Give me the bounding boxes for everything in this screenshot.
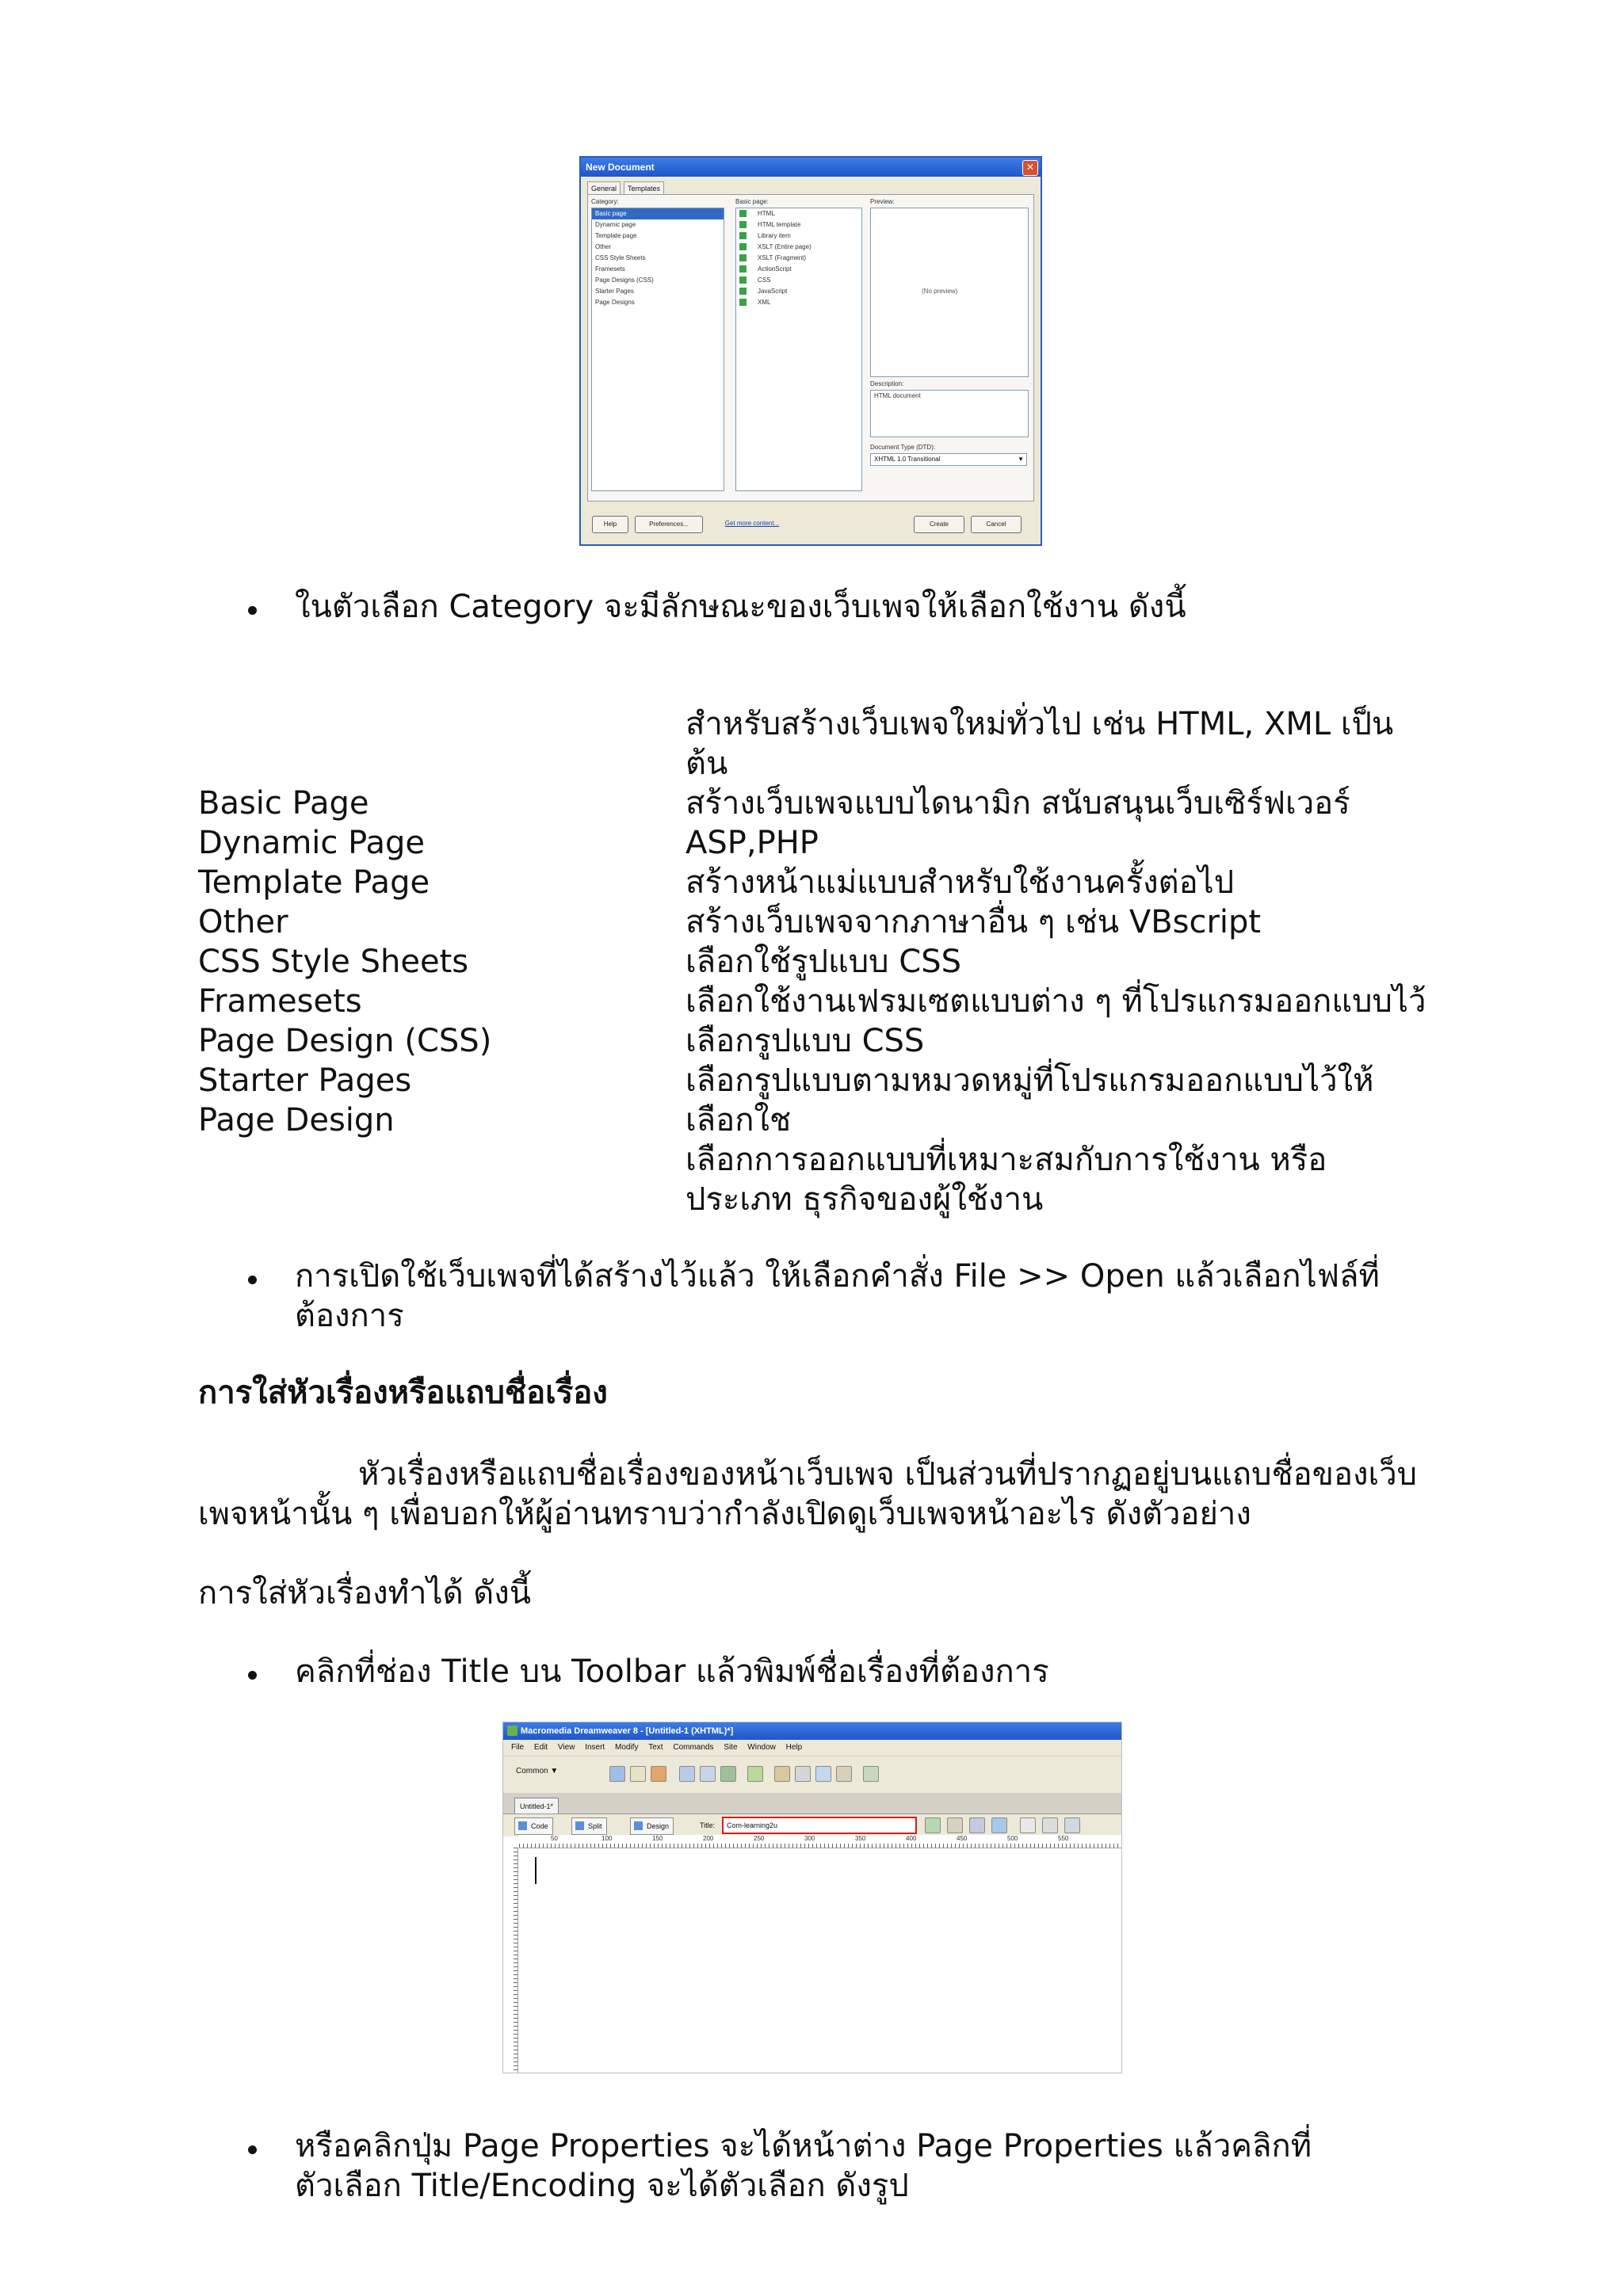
app-icon xyxy=(507,1726,517,1736)
menu-site[interactable]: Site xyxy=(724,1743,738,1752)
tag-chooser-icon[interactable] xyxy=(863,1766,879,1782)
menu-commands[interactable]: Commands xyxy=(673,1743,714,1752)
paragraph-line: หัวเรื่องหรือแถบชื่อเรื่องของหน้าเว็บเพจ เป็นส่วนที่ปรากฏอยู่บนแถบชื่อของเว็บ xyxy=(358,1456,1418,1493)
image-icon[interactable] xyxy=(747,1766,763,1782)
list-item[interactable]: Basic page xyxy=(592,208,724,219)
template-icon[interactable] xyxy=(836,1766,852,1782)
list-item[interactable] xyxy=(736,264,861,275)
menu-text[interactable]: Text xyxy=(648,1743,663,1752)
basic-page-list xyxy=(735,208,862,491)
email-link-icon[interactable] xyxy=(630,1766,646,1782)
file-icon xyxy=(739,254,747,261)
category-desc: เลือกรูปแบบ CSS xyxy=(685,1023,925,1059)
text-cursor xyxy=(535,1857,537,1884)
list-item[interactable]: Other xyxy=(595,243,612,250)
window-title: Macromedia Dreamweaver 8 - [Untitled-1 (XHTML)*] xyxy=(521,1726,734,1736)
category-desc: เลือกใช้งานเฟรมเซตแบบต่าง ๆ ที่โปรแกรมออกแบบไว้ xyxy=(685,983,1426,1020)
ruler-mark: 200 xyxy=(703,1835,714,1842)
description-box xyxy=(870,390,1029,437)
file-icon xyxy=(739,277,747,284)
hyperlink-icon[interactable] xyxy=(609,1766,625,1782)
category-name: Basic Page xyxy=(198,785,369,822)
list-item[interactable] xyxy=(736,208,861,219)
document-tabs xyxy=(503,1793,1121,1814)
doctype-label: Document Type (DTD): xyxy=(870,444,936,451)
category-desc: เลือกการออกแบบที่เหมาะสมกับการใช้งาน หรือ xyxy=(685,1142,1327,1178)
bullet-icon xyxy=(248,606,257,615)
menu-file[interactable]: File xyxy=(511,1743,525,1752)
validate-icon[interactable] xyxy=(947,1817,963,1833)
bullet-text: การเปิดใช้เว็บเพจที่ได้สร้างไว้แล้ว ให้เลือกคำสั่ง File >> Open แล้วเลือกไฟล์ที่ xyxy=(295,1258,1380,1295)
list-item-label: JavaScript xyxy=(758,288,788,295)
list-item[interactable]: CSS Style Sheets xyxy=(595,254,646,261)
visual-aids-icon[interactable] xyxy=(1064,1817,1080,1833)
menu-help[interactable]: Help xyxy=(785,1743,803,1752)
ruler-mark: 400 xyxy=(906,1835,917,1842)
doctype-value: XHTML 1.0 Transitional xyxy=(874,456,941,463)
help-button[interactable]: Help xyxy=(592,516,628,533)
category-desc: ASP,PHP xyxy=(685,825,819,861)
no-preview-text: (No preview) xyxy=(922,288,958,295)
description-value: HTML document xyxy=(874,392,921,399)
menu-bar xyxy=(503,1740,1121,1756)
list-item-label: XSLT (Fragment) xyxy=(758,254,807,261)
category-name: Page Design (CSS) xyxy=(198,1023,492,1059)
dialog-title: New Document xyxy=(581,158,1041,177)
anchor-icon[interactable] xyxy=(651,1766,666,1782)
button-label: Split xyxy=(588,1822,602,1830)
insert-bar xyxy=(503,1756,1121,1793)
category-desc-intro: ต้น xyxy=(685,746,728,782)
basic-page-label: Basic page: xyxy=(735,198,769,205)
doctype-select[interactable] xyxy=(870,453,1027,466)
title-label: Title: xyxy=(700,1821,716,1829)
category-name: Starter Pages xyxy=(198,1062,412,1099)
tab-general[interactable]: General xyxy=(587,181,621,196)
ruler-mark: 50 xyxy=(551,1835,558,1842)
list-item[interactable] xyxy=(736,242,861,253)
view-options-icon[interactable] xyxy=(1042,1817,1058,1833)
file-management-icon[interactable] xyxy=(969,1817,985,1833)
preview-pane xyxy=(870,208,1029,377)
list-item[interactable]: Template page xyxy=(595,232,637,239)
ruler-mark: 250 xyxy=(754,1835,765,1842)
ruler-mark: 550 xyxy=(1058,1835,1069,1842)
category-name: Template Page xyxy=(198,864,430,901)
file-icon xyxy=(739,232,747,239)
list-item-label: HTML template xyxy=(758,221,801,228)
preview-browser-icon[interactable] xyxy=(991,1817,1007,1833)
category-desc: สร้างหน้าแม่แบบสำหรับใช้งานครั้งต่อไป xyxy=(685,864,1235,901)
design-view-button[interactable] xyxy=(630,1817,674,1835)
button-label: Design xyxy=(647,1822,670,1830)
title-input[interactable]: Com-learning2u xyxy=(722,1817,917,1834)
ruler-mark: 500 xyxy=(1007,1835,1018,1842)
list-item[interactable]: Page Designs xyxy=(595,299,635,306)
category-desc: เลือกรูปแบบตามหมวดหมู่ที่โปรแกรมออกแบบไว้ให้ xyxy=(685,1062,1374,1099)
tab-untitled[interactable]: Untitled-1* xyxy=(514,1798,559,1814)
list-item[interactable]: Page Designs (CSS) xyxy=(595,277,654,284)
list-item[interactable] xyxy=(736,286,861,297)
category-name: Page Design xyxy=(198,1102,395,1138)
list-item-label: CSS xyxy=(758,277,771,284)
horizontal-ruler xyxy=(519,1835,1121,1848)
list-item-label: XSLT (Entire page) xyxy=(758,243,812,250)
bullet-text: ต้องการ xyxy=(295,1298,404,1334)
check-browser-icon[interactable] xyxy=(925,1817,941,1833)
paragraph-line: เพจหน้านั้น ๆ เพื่อบอกให้ผู้อ่านทราบว่ากำลังเปิดดูเว็บเพจหน้าอะไร ดังตัวอย่าง xyxy=(198,1496,1251,1532)
menu-view[interactable]: View xyxy=(557,1743,575,1752)
div-icon[interactable] xyxy=(700,1766,716,1782)
bullet-text: ในตัวเลือก Category จะมีลักษณะของเว็บเพจให้เลือกใช้งาน ดังนี้ xyxy=(295,589,1186,625)
create-button[interactable]: Create xyxy=(914,516,964,533)
bullet-text: หรือคลิกปุ่ม Page Properties จะได้หน้าต่าง Page Properties แล้วคลิกที่ xyxy=(295,2128,1312,2164)
button-label: Code xyxy=(531,1822,548,1830)
category-desc: สร้างเว็บเพจแบบไดนามิก สนับสนุนเว็บเซิร์ฟเวอร์ xyxy=(685,785,1350,822)
media-icon[interactable] xyxy=(774,1766,790,1782)
cancel-button[interactable]: Cancel xyxy=(971,516,1022,533)
layer-icon[interactable] xyxy=(720,1766,736,1782)
list-item[interactable] xyxy=(736,219,861,231)
category-desc: ประเภท ธุรกิจของผู้ใช้งาน xyxy=(685,1181,1044,1218)
menu-insert[interactable]: Insert xyxy=(585,1743,605,1752)
dreamweaver-window xyxy=(502,1722,1122,2073)
close-icon[interactable]: ✕ xyxy=(1022,160,1038,176)
list-item-label: ActionScript xyxy=(758,265,792,273)
code-icon xyxy=(518,1821,527,1830)
tab-templates[interactable]: Templates xyxy=(624,181,664,196)
menu-window[interactable]: Window xyxy=(747,1743,776,1752)
menu-edit[interactable]: Edit xyxy=(533,1743,548,1752)
bullet-icon xyxy=(248,1276,257,1284)
list-item-label: XML xyxy=(758,299,771,306)
code-view-button[interactable] xyxy=(514,1817,553,1835)
window-titlebar xyxy=(503,1722,1121,1740)
document-toolbar xyxy=(503,1814,1121,1836)
get-more-content-link[interactable]: Get more content... xyxy=(724,520,780,527)
category-name: Dynamic Page xyxy=(198,825,425,861)
category-label: Category: xyxy=(591,198,619,205)
bullet-text: คลิกที่ช่อง Title บน Toolbar แล้วพิมพ์ชื่อเรื่องที่ต้องการ xyxy=(295,1653,1049,1690)
table-icon[interactable] xyxy=(679,1766,695,1782)
dialog-panel xyxy=(587,194,1034,502)
list-item[interactable]: Framesets xyxy=(595,265,625,273)
file-icon xyxy=(739,299,747,306)
design-icon xyxy=(634,1821,643,1830)
file-icon xyxy=(739,265,747,273)
ruler-mark: 300 xyxy=(804,1835,815,1842)
preview-label: Preview: xyxy=(870,198,895,205)
bullet-icon xyxy=(248,1671,257,1680)
list-item[interactable]: Dynamic page xyxy=(595,221,636,228)
file-icon xyxy=(739,288,747,295)
file-icon xyxy=(739,243,747,250)
vertical-ruler xyxy=(503,1848,518,2073)
preferences-button[interactable]: Preferences... xyxy=(635,516,703,533)
category-desc-intro: สำหรับสร้างเว็บเพจใหม่ทั่วไป เช่น HTML, XML เป็น xyxy=(685,706,1394,742)
split-view-button[interactable] xyxy=(571,1817,607,1835)
refresh-icon[interactable] xyxy=(1020,1817,1036,1833)
new-document-dialog xyxy=(579,156,1042,546)
category-desc: เลือกใช้รูปแบบ CSS xyxy=(685,944,961,980)
list-item[interactable] xyxy=(736,275,861,286)
list-item[interactable]: Starter Pages xyxy=(595,288,634,295)
list-item-label: Library item xyxy=(758,232,791,239)
split-icon xyxy=(575,1821,584,1830)
file-icon xyxy=(739,210,747,217)
category-name: Framesets xyxy=(198,983,362,1020)
ruler-mark: 350 xyxy=(855,1835,866,1842)
ruler-mark: 450 xyxy=(957,1835,968,1842)
bullet-icon xyxy=(248,2145,257,2154)
category-name: CSS Style Sheets xyxy=(198,944,469,980)
list-item[interactable] xyxy=(736,253,861,264)
category-desc: สร้างเว็บเพจจากภาษาอื่น ๆ เช่น VBscript xyxy=(685,904,1262,940)
ruler-mark: 100 xyxy=(601,1835,613,1842)
howto-line: การใส่หัวเรื่องทำได้ ดังนี้ xyxy=(198,1575,532,1611)
list-item[interactable] xyxy=(736,231,861,242)
menu-modify[interactable]: Modify xyxy=(615,1743,639,1752)
insert-category-select[interactable]: Common ▼ xyxy=(516,1767,559,1775)
file-icon xyxy=(739,221,747,228)
date-icon[interactable] xyxy=(795,1766,811,1782)
category-name: Other xyxy=(198,904,288,940)
chevron-down-icon: ▼ xyxy=(1018,456,1024,463)
list-item[interactable] xyxy=(736,297,861,308)
category-desc: เลือกใช xyxy=(685,1102,792,1138)
bullet-text: ตัวเลือก Title/Encoding จะได้ตัวเลือก ดังรูป xyxy=(295,2168,909,2204)
section-heading: การใส่หัวเรื่องหรือแถบชื่อเรื่อง xyxy=(198,1375,608,1411)
category-list xyxy=(591,208,724,491)
description-label: Description: xyxy=(870,380,904,387)
list-item-label: HTML xyxy=(758,210,775,217)
comment-icon[interactable] xyxy=(815,1766,831,1782)
ruler-mark: 150 xyxy=(652,1835,663,1842)
